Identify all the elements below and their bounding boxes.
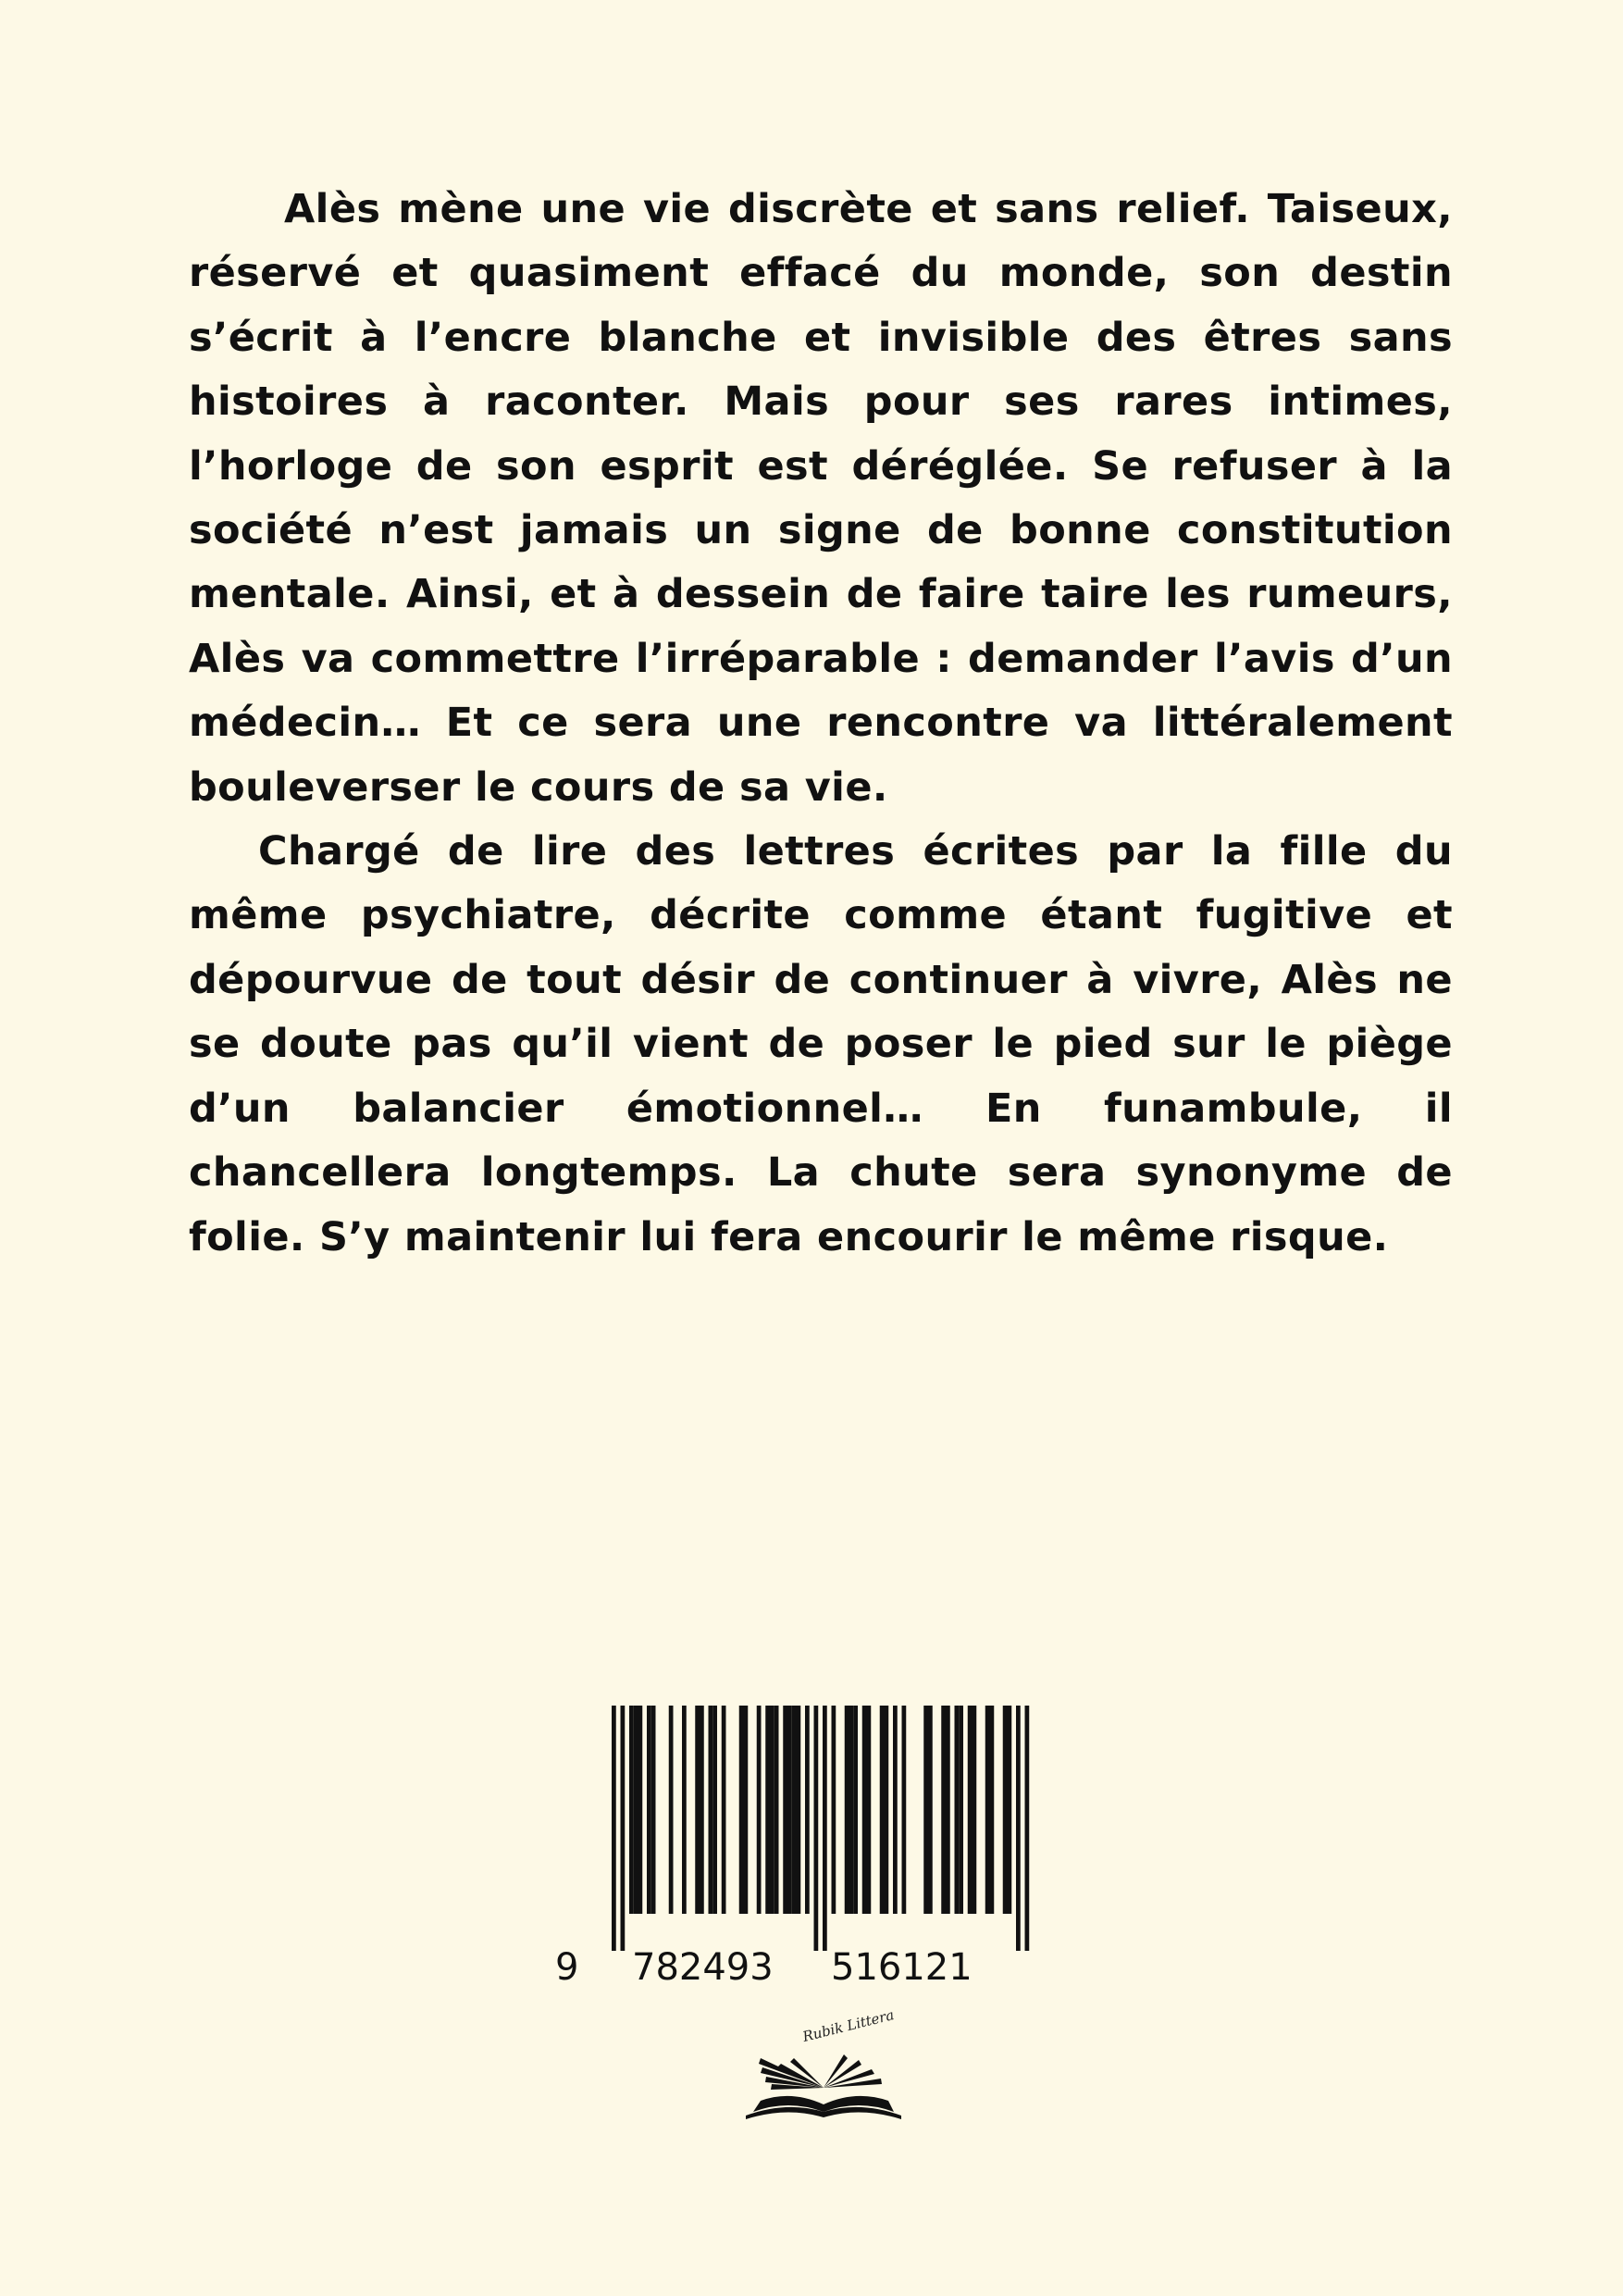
barcode-bar — [629, 1706, 634, 1914]
barcode-bar — [946, 1706, 950, 1914]
barcode-bar — [612, 1706, 616, 1951]
barcode-bar — [739, 1706, 744, 1914]
barcode-bar — [774, 1706, 779, 1914]
barcode-bar — [651, 1706, 656, 1914]
barcode-bar — [862, 1706, 867, 1914]
barcode-bar — [832, 1706, 836, 1914]
barcode-bar — [1003, 1706, 1008, 1914]
barcode-bar — [853, 1706, 858, 1914]
barcode-bars — [553, 1706, 1053, 1955]
barcode-bar — [797, 1706, 801, 1914]
barcode-bar — [700, 1706, 704, 1914]
barcode-bar — [765, 1706, 770, 1914]
barcode-bar — [621, 1706, 626, 1951]
blurb-paragraph-2: Chargé de lire des lettres écrites par la fille du même psychiatre, décrite comme étant fugitive et dépourvue de tout désir de continuer à vivre, Alès ne se doute pas qu’il vient de poser le pied sur le piège d’un balancier émotionnel… En funambule, il chancellera longtemps. La chute sera synonyme de folie. S’y maintenir lui fera encourir le même risque. — [189, 828, 1453, 1260]
barcode-bar — [823, 1706, 827, 1951]
barcode-bar — [647, 1706, 651, 1914]
barcode-bar — [1016, 1706, 1021, 1951]
barcode-bar — [682, 1706, 687, 1914]
isbn-barcode — [553, 1706, 1053, 1989]
barcode-bar — [712, 1706, 717, 1914]
barcode-bar — [923, 1706, 928, 1914]
barcode-bar — [959, 1706, 963, 1914]
barcode-bar — [1008, 1706, 1012, 1914]
barcode-bar — [792, 1706, 797, 1914]
barcode-bar — [722, 1706, 726, 1914]
publisher-logo — [740, 2006, 907, 2128]
barcode-bar — [787, 1706, 792, 1914]
publisher-logo-script: Rubik Littera — [800, 2006, 897, 2045]
barcode-digits — [553, 1946, 1053, 1992]
barcode-bar — [973, 1706, 977, 1914]
barcode-bar — [669, 1706, 674, 1914]
barcode-bar — [709, 1706, 713, 1914]
barcode-bar — [893, 1706, 898, 1914]
barcode-bar — [770, 1706, 774, 1914]
barcode-bar — [867, 1706, 872, 1914]
barcode-bar — [814, 1706, 819, 1951]
barcode-bar — [695, 1706, 700, 1914]
barcode-bar — [885, 1706, 889, 1914]
barcode-bar — [744, 1706, 749, 1914]
back-cover-blurb — [189, 178, 1453, 1270]
barcode-bar — [941, 1706, 946, 1914]
barcode-bar — [757, 1706, 762, 1914]
barcode-right-group: 516121 — [831, 1946, 973, 1989]
barcode-bar — [849, 1706, 854, 1914]
barcode-bar — [1025, 1706, 1030, 1951]
barcode-bar — [638, 1706, 643, 1914]
barcode-bar — [985, 1706, 990, 1914]
barcode-left-group: 782493 — [632, 1946, 774, 1989]
barcode-bar — [928, 1706, 933, 1914]
barcode-bar — [902, 1706, 907, 1914]
barcode-bar — [634, 1706, 638, 1914]
barcode-bar — [805, 1706, 810, 1914]
blurb-paragraph-1: Alès mène une vie discrète et sans relief. Taiseux, réservé et quasiment effacé du monde, son destin s’écrit à l’encre blanche et invisible des êtres sans histoires à raconter. Mais pour ses rares intimes, l’horloge de son esprit est déréglée. Se refuser à la société n’est jamais un signe de bonne constitution mentale. Ainsi, et à dessein de faire taire les rumeurs, Alès va commettre l’irréparable : demander l’avis d’un médecin… Et ce sera une rencontre va littéralement bouleverser le cours de sa vie. — [189, 186, 1453, 811]
barcode-bar — [845, 1706, 849, 1914]
barcode-bar — [955, 1706, 960, 1914]
barcode-bar — [880, 1706, 885, 1914]
barcode-bar — [968, 1706, 973, 1914]
barcode-bar — [783, 1706, 787, 1914]
barcode-bar — [990, 1706, 995, 1914]
barcode-first-digit: 9 — [555, 1946, 579, 1989]
open-book-icon — [740, 2027, 907, 2128]
